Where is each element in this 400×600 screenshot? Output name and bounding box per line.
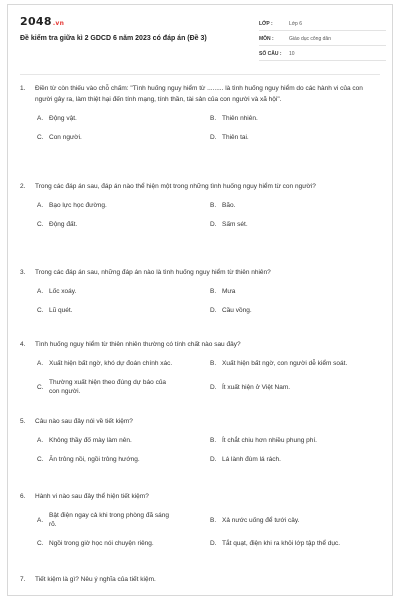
option-text: Mưa: [222, 288, 236, 295]
logo-text: 2048: [20, 15, 52, 28]
option-letter: C.: [37, 134, 44, 141]
question-text: Tình huống nguy hiểm từ thiên nhiên thường có tính chất nào sau đây?: [35, 341, 241, 348]
option-text: Sấm sét.: [222, 221, 248, 228]
option-a[interactable]: [37, 359, 210, 368]
option-a[interactable]: [37, 436, 210, 445]
option-text: Lá lành đùm lá rách.: [222, 456, 281, 463]
option-letter: C.: [37, 221, 44, 228]
option-text: Tắt quạt, điện khi ra khỏi lớp tập thể dục.: [222, 540, 341, 547]
option-letter: D.: [210, 134, 217, 141]
option-text: Ngồi trong giờ học nói chuyện riêng.: [49, 540, 154, 547]
option-c[interactable]: [37, 455, 210, 464]
option-letter: D.: [210, 540, 217, 547]
question-number: 4.: [20, 341, 26, 348]
option-text: Thiên nhiên.: [222, 115, 258, 122]
option-letter: B.: [210, 516, 217, 524]
meta-value: 10: [289, 51, 295, 57]
option-letter: C.: [37, 383, 44, 391]
option-text: Lũ quét.: [49, 307, 73, 314]
question-6: [20, 491, 382, 548]
option-c[interactable]: [37, 133, 210, 142]
option-letter: A.: [37, 202, 44, 209]
question-3: [20, 267, 382, 315]
site-logo[interactable]: [20, 15, 64, 28]
question-text: Trong các đáp án sau, những đáp án nào là tình huống nguy hiểm từ thiên nhiên?: [35, 269, 271, 276]
option-a[interactable]: [37, 114, 210, 123]
option-text: Bão.: [222, 202, 236, 209]
option-list: [37, 287, 382, 315]
question-2: [20, 181, 382, 229]
option-text: Ít chắt chiu hơn nhiều phung phí.: [222, 437, 317, 444]
option-letter: A.: [37, 288, 44, 295]
option-text: Xuất hiện bất ngờ, khó dự đoán chính xác.: [49, 360, 173, 367]
option-letter: B.: [210, 202, 217, 209]
option-text: Ít xuất hiện ở Việt Nam.: [222, 383, 291, 391]
header-divider: [20, 74, 380, 75]
option-d[interactable]: [210, 539, 365, 548]
option-text: Động đất.: [49, 221, 78, 228]
option-list: [37, 201, 382, 229]
option-letter: A.: [37, 516, 44, 524]
meta-label: SỐ CÂU :: [259, 51, 282, 57]
document-title: Đề kiểm tra giữa kì 2 GDCD 6 năm 2023 có đáp án (Đề 3): [20, 35, 207, 42]
option-d[interactable]: [210, 306, 365, 315]
option-text: Con người.: [49, 134, 82, 141]
option-d[interactable]: [210, 220, 365, 229]
question-text: Tiết kiệm là gì? Nêu ý nghĩa của tiết kiệm.: [35, 576, 156, 583]
option-list: [37, 511, 382, 548]
option-a[interactable]: [37, 201, 210, 210]
question-text: Điền từ còn thiếu vào chỗ chấm: "Tình huống nguy hiểm từ ......... là tình huống nguy hiểm do các hành vi của con người gây ra, làm thiệt hại đến tính mạng, tính thần, tài sản của con người và xã hội".: [35, 85, 363, 103]
option-text: Bật điện ngay cả khi trong phòng đã sáng rõ.: [49, 512, 169, 528]
option-letter: D.: [210, 456, 217, 463]
option-c[interactable]: [37, 539, 210, 548]
option-c[interactable]: [37, 306, 210, 315]
option-letter: C.: [37, 307, 44, 314]
option-letter: A.: [37, 437, 44, 444]
option-a[interactable]: [37, 511, 210, 529]
question-1: [20, 83, 382, 142]
option-text: Động vật.: [49, 115, 77, 122]
option-b[interactable]: [210, 114, 365, 123]
option-text: Không thầy đố mày làm nên.: [49, 437, 132, 444]
option-letter: C.: [37, 456, 44, 463]
question-number: 3.: [20, 269, 26, 276]
option-text: Thiên tai.: [222, 134, 249, 141]
option-a[interactable]: [37, 287, 210, 296]
option-letter: B.: [210, 437, 217, 444]
option-text: Cầu vồng.: [222, 307, 252, 314]
option-text: Lốc xoáy.: [49, 288, 77, 295]
option-letter: D.: [210, 221, 217, 228]
meta-row-subject: [259, 33, 386, 46]
document-page: [7, 4, 393, 596]
option-list: [37, 359, 382, 396]
question-5: [20, 416, 382, 464]
option-letter: C.: [37, 540, 44, 547]
option-d[interactable]: [210, 133, 365, 142]
question-text: Câu nào sau đây nói về tiết kiệm?: [35, 418, 133, 425]
question-7: [20, 574, 382, 585]
meta-value: Lớp 6: [289, 21, 303, 27]
option-letter: D.: [210, 383, 217, 391]
question-number: 5.: [20, 418, 26, 425]
option-text: Xuất hiện bất ngờ, con người dễ kiểm soát.: [222, 360, 348, 367]
option-text: Xả nước uống để tưới cây.: [222, 516, 300, 524]
meta-value: Giáo dục công dân: [289, 36, 331, 42]
option-b[interactable]: [210, 201, 365, 210]
option-b[interactable]: [210, 511, 365, 529]
document-header: [8, 5, 392, 67]
option-text: Thường xuất hiện theo đúng dự báo của con người.: [49, 379, 167, 395]
question-number: 1.: [20, 85, 26, 92]
option-letter: B.: [210, 360, 217, 367]
option-letter: A.: [37, 115, 44, 122]
meta-label: MÔN :: [259, 36, 274, 42]
option-c[interactable]: [37, 378, 210, 396]
option-text: Bạo lực học đường.: [49, 202, 107, 209]
option-letter: B.: [210, 288, 217, 295]
option-letter: D.: [210, 307, 217, 314]
meta-row-count: [259, 48, 386, 61]
question-number: 2.: [20, 183, 26, 190]
option-d[interactable]: [210, 378, 365, 396]
option-b[interactable]: [210, 436, 365, 445]
option-letter: A.: [37, 360, 44, 367]
option-b[interactable]: [210, 287, 365, 296]
option-list: [37, 436, 382, 464]
logo-suffix: .vn: [52, 20, 65, 27]
question-text: Trong các đáp án sau, đáp án nào thể hiện một trong những tình huống nguy hiểm từ con người?: [35, 183, 316, 190]
meta-label: LỚP :: [259, 21, 273, 27]
question-number: 6.: [20, 493, 26, 500]
question-4: [20, 339, 382, 396]
option-text: Ăn trông nồi, ngồi trông hướng.: [49, 456, 140, 463]
option-b[interactable]: [210, 359, 365, 368]
option-list: [37, 114, 382, 142]
option-c[interactable]: [37, 220, 210, 229]
document-meta: [259, 18, 386, 63]
question-number: 7.: [20, 576, 26, 583]
option-d[interactable]: [210, 455, 365, 464]
question-text: Hành vi nào sau đây thể hiện tiết kiệm?: [35, 493, 149, 500]
meta-row-class: [259, 18, 386, 31]
option-letter: B.: [210, 115, 217, 122]
